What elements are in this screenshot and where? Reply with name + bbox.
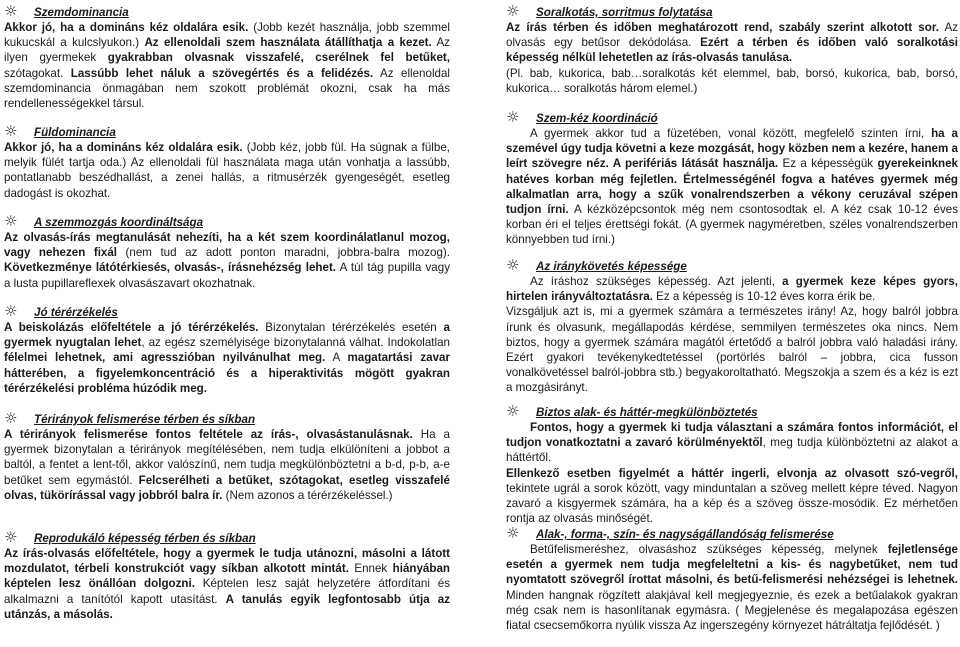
section-szem-kez	[506, 110, 958, 248]
section-body: Az írás térben és időben meghatározott rend, szabály szerint alkotott sor. Az olvasás egy betűsor dekódolása. Ezért a térben és időben való soralkotási képesség nélkül lehetetlen az írás-olvasás tanulása. (Pl. bab, kukorica, bab…soralkotás két elemmel, bab, borsó, kukorica, bab, borsó, kukorica… soralkotás három elemel.)	[506, 21, 958, 95]
section-title: Jó térérzékelés	[34, 306, 118, 319]
section-body: Az olvasás-írás megtanulását nehezíti, ha a két szem koordinálatlanul mozog, vagy nehezen fixál (nem tud az adott ponton maradni, jobbra-balra mozog). Következménye látótérkiesés, olvasás-, írásnehézség lehet. A túl tág pupilla vagy a lusta pupillareflexek olvasászavart okozhatnak.	[4, 231, 450, 290]
section-title: Alak-, forma-, szín- és nagyságállandóság felismerése	[536, 528, 834, 541]
sun-icon: ☼	[506, 402, 520, 420]
section-teriranyok	[4, 411, 450, 503]
sun-icon: ☼	[4, 122, 18, 140]
sun-icon: ☼	[4, 2, 18, 20]
sun-icon: ☼	[4, 212, 18, 230]
section-body: A térirányok felismerése fontos feltétele az írás-, olvasástanulásnak. Ha a gyermek bizonytalan a térirányok megítélésében, nem tudja elkülöníteni a jobbot a baltól, a fentet a lent-től, akkor valószínű, nem tudja megkülönböztetni a b-d, p-b, a-e betűket sem egymástól. Felcserélheti a betűket, szótagokat, esetleg visszafelé olvas, tükörírással vagy jobbról balra ír. (Nem azonos a térérzékeléssel.)	[4, 428, 450, 502]
section-body: Akkor jó, ha a domináns kéz oldalára esik. (Jobb kezét használja, jobb szemmel kukucskál a kulcslyukon.) Az ellenoldali szem használata átállíthatja a kezet. Az ilyen gyermekek gyakrabban olvasnak visszafelé, cserélnek fel betűket, szótagokat. Lassúbb lehet náluk a szövegértés és a felidézés. Az ellenoldal szemdominancia önmagában nem szokott problémát okozni, csak ha más rendellenességekkel társul.	[4, 21, 450, 111]
sun-icon: ☼	[4, 528, 18, 546]
section-body: A beiskolázás előfeltétele a jó térérzékelés. Bizonytalan térérzékelés esetén a gyermek nyugtalan lehet, az egész személyisége bizonytalanná válhat. Indokolatlan félelmei lehetnek, ami agresszióban nyilvánulhat meg. A magatartási zavar hátterében, a figyelemkoncentráció és a hiperaktivitás mögött gyakran térérzékelési probléma húzódik meg.	[4, 321, 451, 395]
section-alakallandosag	[506, 526, 958, 633]
section-title: Térirányok felismerése térben és síkban	[34, 413, 256, 426]
sun-icon: ☼	[506, 108, 520, 126]
section-title: Füldominancia	[34, 126, 116, 139]
section-reprodukalo	[4, 530, 450, 622]
section-body: A gyermek akkor tud a füzetében, vonal között, megfelelő szinten írni, ha a szemével úgy tudja követni a keze mozgását, hogy közben nem a kezére, hanem a leírt szövegre néz. A perifériás látását használja. Ez a képességük gyerekeinknek hatéves korban még fejletlen. Értelmességénél fogva a hatéves gyermek még alkalmatlan arra, hogy a szűk vonalrendszerben a vékony ceruzával szépen tudjon írni. A kézközépcsontok még nem csontosodtak el. A kéz csak 10-12 éves korban éri el teljes érettségi fokát. (A gyermek nagyméretben, széles vonalrendszerben könnyebben tud írni.)	[506, 127, 959, 247]
section-fuldominancia	[4, 124, 450, 201]
section-title: Szem-kéz koordináció	[536, 112, 658, 125]
section-body: Az írás-olvasás előfeltétele, hogy a gyermek le tudja utánozni, másolni a látott mozdulatot, térbeli konstrukciót vagy síkban alkotott mintát. Ennek hiányában képtelen lesz önállóan dolgozni. Képtelen lesz saját helyzetére átfordítani és alkalmazni a tanítótól kapott utasítást. A tanulás egyik legfontosabb útja az utánzás, a másolás.	[4, 547, 450, 621]
section-title: Soralkotás, sorritmus folytatása	[536, 6, 713, 19]
section-szemdominancia	[4, 4, 450, 111]
section-iranykovetes	[506, 258, 958, 396]
section-alak-hatter	[506, 404, 958, 526]
section-title: A szemmozgás koordináltsága	[34, 216, 204, 229]
section-title: Biztos alak- és háttér-megkülönböztetés	[536, 406, 758, 419]
section-title: Szemdominancia	[34, 6, 129, 19]
sun-icon: ☼	[506, 256, 520, 274]
sun-icon: ☼	[4, 302, 18, 320]
section-body: Betűfelismeréshez, olvasáshoz szükséges képesség, melynek fejletlensége esetén a gyermek nem tudja megfeleltetni a kis- és nagybetűket, nem tud nyomtatott szövegről írottat másolni, és betű-felismerési nehézségei is lehetnek. Minden hangnak rögzített alakjával kell megjegyeznie, és ezek a betűalakok gyakran még csak nem is hasonlítanak egymásra. ( Megjelenése és megalapozása egészen fiatal csecsemőkorra nyúlik vissza Az ingerszegény környezet hátráltatja fejlődését. )	[506, 543, 958, 633]
section-body: Akkor jó, ha a domináns kéz oldalára esik. (Jobb kéz, jobb fül. Ha súgnak a fülbe, melyik fülét tartja oda.) Az ellenoldali fül használata maga után vonhatja a lassúbb, pontatlanabb beszédhallást, a zenei hallás, a ritmusérzék gyengeségét, esetleg dadogást is okozhat.	[4, 141, 450, 200]
section-title: Az iránykövetés képessége	[536, 260, 687, 273]
sun-icon: ☼	[506, 524, 520, 542]
section-szemmozgas	[4, 214, 450, 291]
sun-icon: ☼	[506, 2, 520, 20]
section-body: Az íráshoz szükséges képesség. Azt jelenti, a gyermek keze képes gyors, hirtelen irányváltoztatásra. Ez a képesség is 10-12 éves korra érik be. Vizsgáljuk azt is, mi a gyermek számára a természetes irány! Az, hogy balról jobbra írunk és olvasunk, megállapodás kérdése, semmilyen természetes oka nincs. Nem biztos, hogy a gyermek számára magától értetődő a balról jobbra való haladási irány. Ezért gyakori tevékenykedtetéssel (portörlés balról – jobbra, cica fusson vonalkövetéssel balról-jobbra stb.) begyakoroltatható. Megszokja a szem és a kéz is ezt a mozgásirányt.	[506, 275, 958, 395]
section-title: Reprodukáló képesség térben és síkban	[34, 532, 256, 545]
section-body: Fontos, hogy a gyermek ki tudja választani a számára fontos információt, el tudjon vonatkoztatni a zavaró körülményektől, meg tudja különböztetni az alakot a háttértől. Ellenkező esetben figyelmét a háttér ingerli, elvonja az olvasott szó-vegről, tekintete ugrál a sorok között, vagy minduntalan a szöveg mellett képre téved. Nagyon zavaró a kisgyermek számára, ha a kép és a szöveg össze-mosódik. Ez mérhetően rontja az olvasás minőségét.	[506, 421, 958, 526]
sun-icon: ☼	[4, 409, 18, 427]
section-terezekeles	[4, 304, 450, 396]
section-soralkotas	[506, 4, 958, 96]
